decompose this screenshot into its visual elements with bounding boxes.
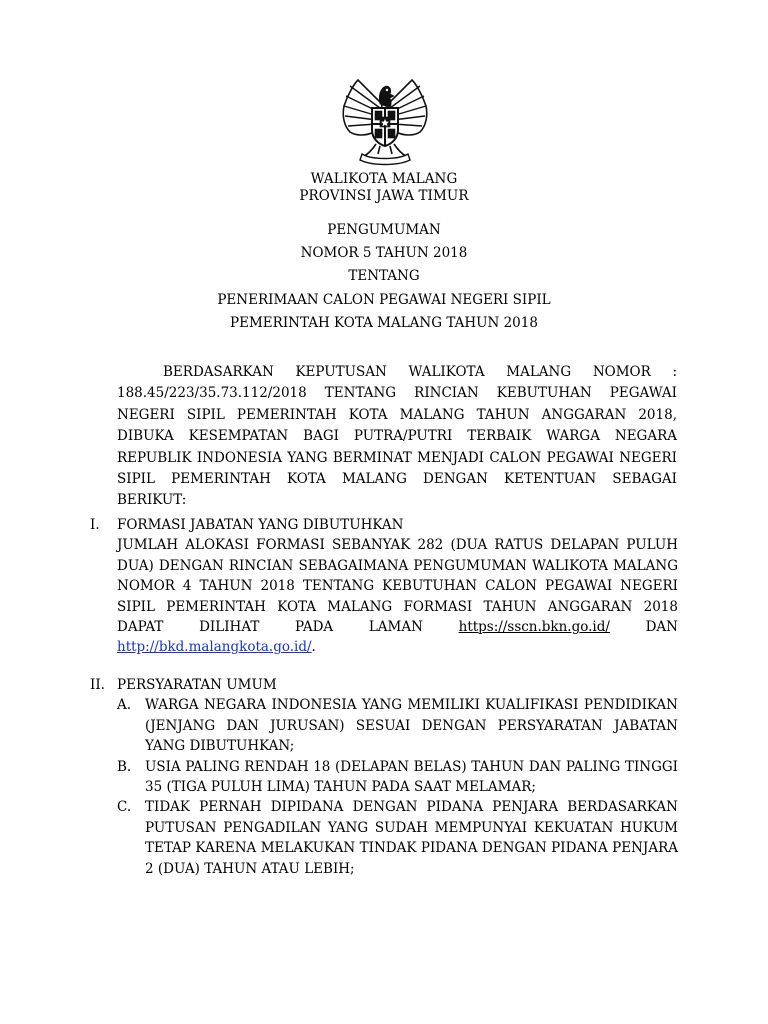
list-item [90,797,678,879]
sscn-link[interactable]: https://sscn.bkn.go.id/ [458,619,610,636]
document-number: NOMOR 5 TAHUN 2018 [300,245,468,262]
document-type: PENGUMUMAN [327,222,441,238]
section-title: PERSYARATAN UMUM [117,677,277,693]
document-about-label: TENTANG [348,268,420,285]
authority-line-1: WALIKOTA MALANG [310,171,458,187]
requirements-list [90,695,678,879]
list-item-text: USIA PALING RENDAH 18 (DELAPAN BELAS) TAHUN DAN PALING TINGGI 35 (TIGA PULUH LIMA) TAHUN PADA SAAT MELAMAR; [145,758,678,796]
section-body [117,535,678,657]
intro-paragraph: BERDASARKAN KEPUTUSAN WALIKOTA MALANG NOMOR : 188.45/223/35.73.112/2018 TENTANG RINCIAN KEBUTUHAN PEGAWAI NEGERI SIPIL PEMERINTAH KOTA MALANG TAHUN ANGGARAN 2018, DIBUKA KESEMPATAN BAGI PUTRA/PUTRI TERBAIK WARGA NEGARA REPUBLIK INDONESIA YANG BERMINAT MENJADI CALON PEGAWAI NEGERI SIPIL PEMERINTAH KOTA MALANG DENGAN KETENTUAN SEBAGAI BERIKUT: [117,364,677,509]
document-title-block [0,219,768,335]
document-subject-line-1: PENERIMAAN CALON PEGAWAI NEGERI SIPIL [217,291,551,308]
document-subject-line-2: PEMERINTAH KOTA MALANG TAHUN 2018 [230,314,538,331]
link-connector: DAN [645,619,678,636]
section-formasi [90,515,678,658]
list-item [90,695,678,756]
section-number: II. [90,677,105,693]
list-item [90,757,678,798]
list-item-text: WARGA NEGARA INDONESIA YANG MEMILIKI KUALIFIKASI PENDIDIKAN (JENJANG DAN JURUSAN) SESUAI DENGAN PERSYARATAN JABATAN YANG DIBUTUHKAN; [145,697,678,755]
section-number: I. [90,517,100,533]
section-body-text: JUMLAH ALOKASI FORMASI SEBANYAK 282 (DUA RATUS DELAPAN PULUH DUA) DENGAN RINCIAN SEBAGAIMANA PENGUMUMAN WALIKOTA MALANG NOMOR 4 TAHUN 2018 TENTANG KEBUTUHAN CALON PEGAWAI NEGERI SIPIL PEMERINTAH KOTA MALANG FORMASI TAHUN ANGGARAN 2018 DAPAT DILIHAT PADA LAMAN [117,537,678,636]
list-item-text: TIDAK PERNAH DIPIDANA DENGAN PIDANA PENJARA BERDASARKAN PUTUSAN PENGADILAN YANG SUDAH MEMPUNYAI KEKUATAN HUKUM TETAP KARENA MELAKUKAN TINDAK PIDANA DENGAN PIDANA PENJARA 2 (DUA) TAHUN ATAU LEBIH; [145,799,678,877]
section-title: FORMASI JABATAN YANG DIBUTUHKAN [117,517,404,533]
authority-line-2: PROVINSI JAWA TIMUR [299,187,469,204]
section-heading [90,675,678,695]
issuing-authority [0,171,768,204]
section-body-end: . [311,639,316,656]
section-heading [90,515,678,535]
list-item-letter: C. [117,799,132,816]
section-persyaratan-umum [90,675,678,879]
bkd-link[interactable]: http://bkd.malangkota.go.id/ [117,639,312,656]
list-item-letter: A. [117,697,132,714]
garuda-emblem-icon [336,74,434,166]
list-item-letter: B. [117,758,132,775]
